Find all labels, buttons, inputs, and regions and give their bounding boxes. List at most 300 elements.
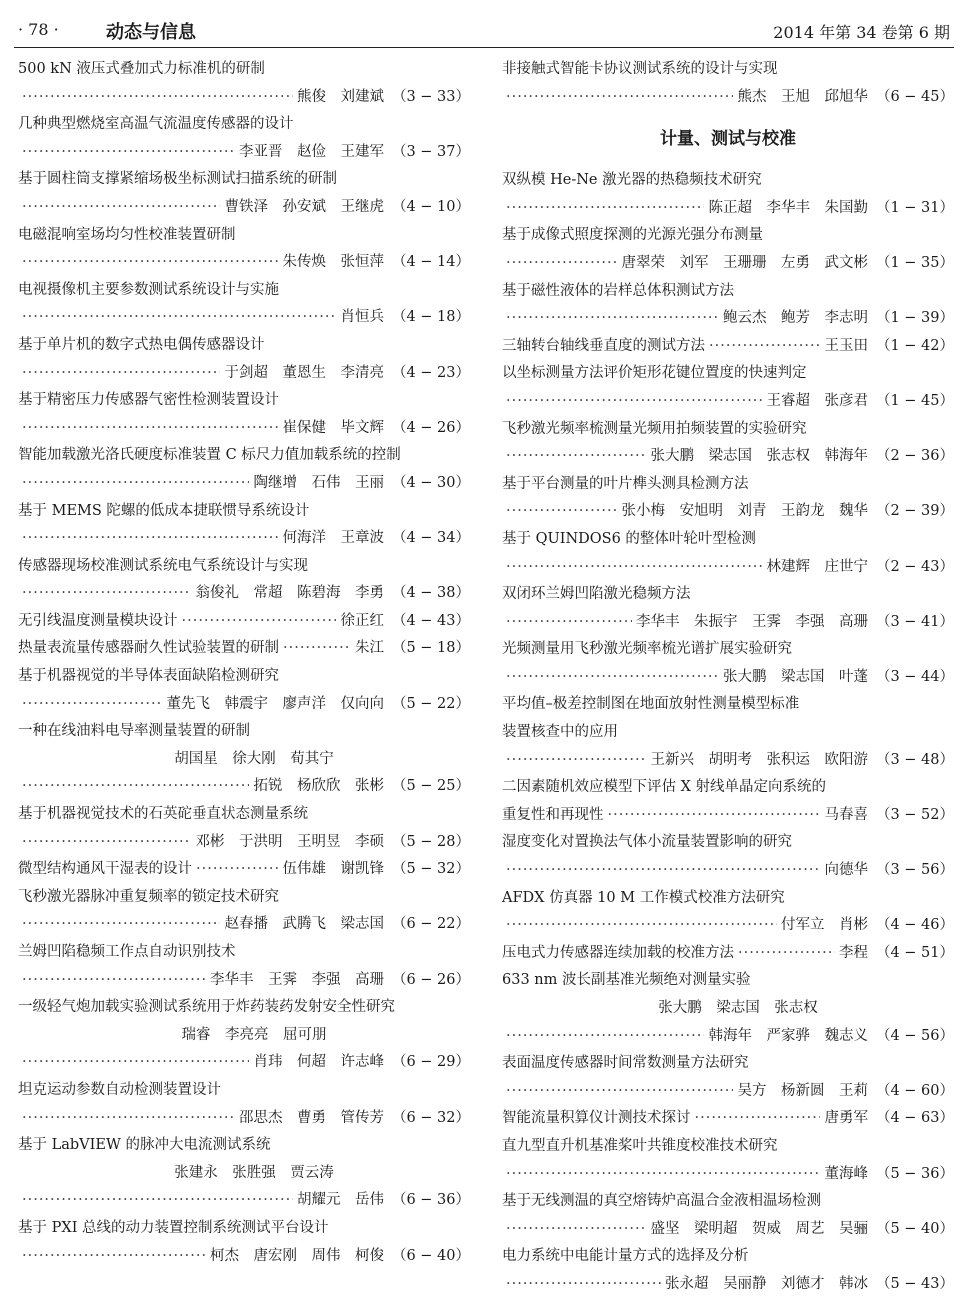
dot-leader: [22, 967, 206, 995]
toc-entry: [18, 111, 470, 166]
dot-leader: [22, 84, 293, 112]
dot-leader: [22, 580, 191, 608]
entry-title: 一级轻气炮加载实验测试系统用于炸药装药发射安全性研究: [18, 999, 395, 1016]
toc-entry: [18, 387, 470, 442]
entry-title: 双闭环兰姆凹陷激光稳频方法: [502, 586, 691, 603]
toc-entry: [502, 360, 954, 415]
entry-line: [18, 470, 470, 498]
entry-title-line: [18, 277, 470, 305]
entry-authors-first: 张建永 张胜强 贾云涛: [174, 1164, 334, 1181]
entry-line: [18, 856, 470, 884]
entry-title-line: [502, 719, 954, 747]
toc-entry: [18, 1077, 470, 1132]
entry-line: [18, 967, 470, 995]
entry-title: 基于机器视觉技术的石英砣垂直状态测量系统: [18, 806, 308, 823]
dot-leader: [182, 608, 337, 636]
entry-title: 平均值–极差控制图在地面放射性测量模型标准: [502, 696, 800, 713]
dot-leader: [22, 304, 336, 332]
dot-leader: [506, 1271, 661, 1299]
dot-leader: [506, 1078, 733, 1106]
dot-leader: [506, 857, 820, 885]
entry-title-line: [502, 581, 954, 609]
entry-line: [502, 1216, 954, 1244]
toc-entry: [502, 1050, 954, 1105]
entry-ref: （6 − 29）: [391, 1054, 470, 1071]
entry-authors: 李华丰 王霁 李强 高珊: [209, 971, 384, 988]
toc-entry: [18, 994, 470, 1077]
entry-line: [502, 857, 954, 885]
dot-leader: [506, 388, 762, 416]
entry-line: [502, 664, 954, 692]
issue-info: 2014 年第 34 卷第 6 期: [773, 23, 950, 42]
entry-ref: （5 − 32）: [391, 861, 470, 878]
entry-title: 表面温度传感器时间常数测量方法研究: [502, 1055, 749, 1072]
toc-entry: [502, 829, 954, 884]
entry-authors: 唐勇军: [824, 1110, 868, 1127]
entry-ref: （6 − 36）: [391, 1192, 470, 1209]
dot-leader: [709, 333, 820, 361]
entry-ref: （2 − 39）: [875, 503, 954, 520]
entry-ref: （5 − 22）: [391, 695, 470, 712]
entry-ref: （2 − 43）: [875, 558, 954, 575]
entry-title: 光频测量用飞秒激光频率梳光谱扩展实验研究: [502, 641, 792, 658]
toc-entry: [18, 498, 470, 553]
dot-leader: [22, 829, 191, 857]
entry-title: 飞秒激光频率梳测量光频用拍频装置的实验研究: [502, 420, 807, 437]
entry-authors: 李程: [838, 944, 868, 961]
dot-leader: [695, 1105, 821, 1133]
entry-ref: （6 − 45）: [875, 88, 954, 105]
entry-ref: （4 − 26）: [391, 419, 470, 436]
entry-line: [502, 554, 954, 582]
entry-authors: 董先飞 韩震宇 廖声洋 仅向向: [166, 695, 384, 712]
entry-authors: 唐翠荣 刘军 王珊珊 左勇 武文彬: [621, 254, 868, 271]
entry-ref: （4 − 23）: [391, 364, 470, 381]
entry-title-line: [18, 332, 470, 360]
toc-entry: [502, 416, 954, 471]
entry-title-line: [18, 111, 470, 139]
entry-authors-first: 张大鹏 梁志国 张志权: [658, 1000, 818, 1016]
toc-entry: [18, 801, 470, 856]
entry-line: [18, 829, 470, 857]
entry-line: [502, 1271, 954, 1299]
entry-title-cont: 装置核查中的应用: [502, 724, 618, 741]
entry-title-line: [502, 774, 954, 802]
dot-leader: [506, 498, 617, 526]
entry-title-line: [502, 1133, 954, 1161]
entry-ref: （6 − 22）: [391, 916, 470, 933]
entry-title: 电视摄像机主要参数测试系统设计与实施: [18, 281, 279, 298]
toc-entry: [18, 635, 470, 663]
toc-entry: [502, 967, 954, 1050]
entry-line: [502, 195, 954, 223]
entry-title: 基于 QUINDOS6 的整体叶轮叶型检测: [502, 530, 756, 547]
entry-ref: （3 − 33）: [391, 88, 470, 105]
entry-line: [18, 580, 470, 608]
entry-title-line: [18, 56, 470, 84]
entry-ref: （4 − 10）: [391, 198, 470, 215]
toc-entry: [18, 1132, 470, 1215]
dot-leader: [22, 360, 220, 388]
entry-authors: 胡耀元 岳伟: [296, 1192, 384, 1209]
entry-authors: 朱江: [354, 640, 384, 657]
entry-authors: 韩海年 严家骅 魏志义: [708, 1027, 868, 1044]
entry-authors-line: [18, 746, 470, 774]
entry-authors: 柯杰 唐宏刚 周伟 柯俊: [209, 1247, 384, 1264]
dot-leader: [22, 1187, 293, 1215]
entry-line: [502, 1078, 954, 1106]
entry-ref: （6 − 40）: [391, 1247, 470, 1264]
entry-authors: 李华丰 朱振宇 王霁 李强 高珊: [635, 613, 868, 630]
entry-title: 兰姆凹陷稳频工作点自动识别技术: [18, 944, 236, 960]
entry-title-line: [502, 1243, 954, 1271]
entry-ref: （4 − 18）: [391, 309, 470, 326]
toc-entry: [502, 278, 954, 333]
entry-title-line: [502, 471, 954, 499]
right-main-list: [502, 167, 954, 1298]
entry-authors-line: [502, 995, 954, 1023]
dot-leader: [22, 911, 220, 939]
entry-title-line: [18, 1215, 470, 1243]
entry-title-cont: 重复性和再现性: [502, 806, 604, 823]
entry-authors: 于剑超 董恩生 李清亮: [224, 364, 384, 381]
dot-leader: [506, 443, 646, 471]
entry-ref: （6 − 26）: [391, 971, 470, 988]
toc-entry: [18, 939, 470, 994]
entry-line: [502, 747, 954, 775]
entry-title-line: [502, 416, 954, 444]
entry-ref: （4 − 46）: [875, 917, 954, 934]
entry-title: 智能加载激光洛氏硬度标准装置 C 标尺力值加载系统的控制: [18, 447, 401, 464]
entry-authors: 张大鹏 梁志国 叶蓬: [722, 668, 868, 685]
entry-authors: 肖玮 何超 许志峰: [253, 1054, 384, 1071]
toc-entry: [502, 940, 954, 968]
entry-authors: 熊杰 王旭 邱旭华: [737, 88, 868, 105]
entry-line: [18, 194, 470, 222]
entry-line: [18, 691, 470, 719]
entry-line: [18, 525, 470, 553]
entry-ref: （3 − 52）: [875, 806, 954, 823]
toc-entry: [18, 166, 470, 221]
entry-title: 500 kN 液压式叠加式力标准机的研制: [18, 61, 265, 77]
entry-ref: （1 − 45）: [875, 392, 954, 409]
entry-title: 基于平台测量的叶片榫头测具检测方法: [502, 475, 749, 492]
entry-authors: 张永超 吴丽静 刘德才 韩冰: [664, 1275, 868, 1292]
dot-leader: [22, 139, 235, 167]
entry-ref: （1 − 42）: [875, 337, 954, 354]
entry-authors: 曹铁泽 孙安斌 王继虎: [224, 198, 384, 215]
entry-line: [18, 139, 470, 167]
dot-leader: [506, 609, 632, 637]
toc-entry: [502, 1243, 954, 1298]
entry-line: [502, 443, 954, 471]
entry-line: [502, 1161, 954, 1189]
entry-ref: （4 − 34）: [391, 530, 470, 547]
entry-title-line: [18, 994, 470, 1022]
entry-line: [18, 304, 470, 332]
entry-authors: 肖恒兵: [340, 309, 384, 326]
entry-title: 几种典型燃烧室高温气流温度传感器的设计: [18, 116, 294, 133]
toc-entry: [502, 581, 954, 636]
entry-authors: 李亚晋 赵俭 王建军: [238, 143, 384, 160]
entry-ref: （5 − 36）: [875, 1165, 954, 1182]
entry-title: 双纵模 He-Ne 激光器的热稳频技术研究: [502, 172, 762, 189]
entry-title-line: [502, 222, 954, 250]
entry-ref: （3 − 56）: [875, 862, 954, 879]
dot-leader: [738, 940, 835, 968]
entry-ref: （2 − 36）: [875, 448, 954, 465]
entry-authors: 伍伟雄 谢凯锋: [282, 861, 384, 878]
entry-authors: 陶继增 石伟 王丽: [253, 474, 384, 491]
toc-entry: [502, 471, 954, 526]
dot-leader: [506, 195, 704, 223]
toc-entry: [502, 885, 954, 940]
toc-entry: [502, 636, 954, 691]
entry-title: 三轴转台轴线垂直度的测试方法: [502, 337, 705, 354]
entry-ref: （4 − 56）: [875, 1027, 954, 1044]
entry-title-line: [18, 1132, 470, 1160]
dot-leader: [22, 691, 162, 719]
entry-title-line: [18, 801, 470, 829]
entry-ref: （1 − 31）: [875, 199, 954, 216]
entry-authors: 吴方 杨新圆 王莉: [737, 1082, 868, 1099]
entry-authors: 赵春播 武腾飞 梁志国: [224, 916, 384, 933]
entry-title-line: [502, 56, 954, 84]
right-top-list: [502, 56, 954, 111]
dot-leader: [506, 1023, 704, 1051]
entry-title-line: [18, 718, 470, 746]
entry-title-line: [502, 967, 954, 995]
toc-entry: [18, 56, 470, 111]
left-column: [18, 56, 470, 1270]
entry-authors: 邓彬 于洪明 王明昱 李硕: [195, 833, 384, 850]
entry-authors: 王新兴 胡明考 张积运 欧阳游: [650, 751, 868, 768]
entry-ref: （4 − 38）: [391, 585, 470, 602]
entry-ref: （1 − 35）: [875, 254, 954, 271]
entry-authors-line: [18, 1022, 470, 1050]
entry-title: 直九型直升机基准桨叶共锥度校准技术研究: [502, 1137, 778, 1154]
entry-authors: 翁俊礼 常超 陈碧海 李勇: [195, 585, 384, 602]
entry-authors: 张大鹏 梁志国 张志权 韩海年: [650, 448, 868, 465]
dot-leader: [506, 664, 719, 692]
entry-line: [18, 1049, 470, 1077]
entry-authors: 王玉田: [824, 337, 868, 354]
entry-authors: 崔保健 毕文辉: [282, 419, 384, 436]
right-column: [502, 56, 954, 1299]
entry-authors-first: 瑞睿 李亮亮 屈可朋: [181, 1026, 327, 1043]
entry-title: 基于磁性液体的岩样总体积测试方法: [502, 282, 734, 299]
entry-title: 坦克运动参数自动检测装置设计: [18, 1081, 221, 1098]
dot-leader: [22, 1243, 206, 1271]
entry-authors: 向德华: [824, 862, 868, 879]
entry-title-line: [502, 691, 954, 719]
entry-ref: （3 − 37）: [391, 143, 470, 160]
dot-leader: [506, 747, 646, 775]
entry-line: [18, 84, 470, 112]
dot-leader: [22, 194, 220, 222]
entry-authors: 邵思杰 曹勇 管传芳: [238, 1109, 384, 1126]
toc-entry: [502, 691, 954, 774]
entry-line: [502, 802, 954, 830]
entry-title-line: [18, 939, 470, 967]
entry-title-line: [18, 553, 470, 581]
entry-title-line: [18, 498, 470, 526]
entry-line: [18, 1243, 470, 1271]
entry-line: [502, 1023, 954, 1051]
entry-title: 以坐标测量方法评价矩形花键位置度的快速判定: [502, 365, 807, 382]
entry-ref: （6 − 32）: [391, 1109, 470, 1126]
entry-authors: 朱传焕 张恒萍: [282, 254, 384, 271]
entry-line: [18, 635, 470, 663]
entry-title-line: [18, 442, 470, 470]
toc-entry: [502, 167, 954, 222]
dot-leader: [506, 554, 762, 582]
entry-ref: （5 − 25）: [391, 778, 470, 795]
entry-ref: （1 − 39）: [875, 310, 954, 327]
section-heading: 计量、测试与校准: [660, 129, 796, 150]
entry-title-line: [502, 1050, 954, 1078]
entry-line: [18, 1105, 470, 1133]
entry-title-line: [18, 1077, 470, 1105]
entry-authors: 盛坚 梁明超 贺威 周艺 吴骊: [650, 1220, 868, 1237]
toc-entry: [18, 553, 470, 608]
entry-line: [18, 249, 470, 277]
dot-leader: [22, 415, 278, 443]
entry-ref: （3 − 44）: [875, 668, 954, 685]
entry-authors: 马春喜: [824, 806, 868, 823]
entry-authors-line: [18, 1160, 470, 1188]
entry-title: 基于圆柱筒支撑紧缩场极坐标测试扫描系统的研制: [18, 171, 337, 188]
toc-entry: [18, 222, 470, 277]
entry-title: 基于成像式照度探测的光源光强分布测量: [502, 227, 763, 244]
dot-leader: [22, 249, 278, 277]
dot-leader: [22, 1049, 249, 1077]
entry-title: 二因素随机效应模型下评估 X 射线单晶定向系统的: [502, 779, 827, 796]
entry-authors: 徐正红: [340, 612, 384, 629]
dot-leader: [506, 1216, 646, 1244]
toc-entry: [18, 442, 470, 497]
dot-leader: [608, 802, 821, 830]
entry-line: [502, 940, 954, 968]
toc-entry: [18, 663, 470, 718]
entry-authors: 付军立 肖彬: [780, 917, 868, 934]
toc-entry: [502, 56, 954, 111]
entry-title: AFDX 仿真器 10 M 工作模式校准方法研究: [502, 889, 785, 906]
dot-leader: [283, 635, 351, 663]
entry-ref: （4 − 51）: [875, 944, 954, 961]
entry-ref: （5 − 43）: [875, 1275, 954, 1292]
entry-title: 基于 MEMS 陀螺的低成本捷联惯导系统设计: [18, 502, 310, 519]
entry-title: 一种在线油料电导率测量装置的研制: [18, 723, 250, 740]
toc-entry: [502, 1105, 954, 1133]
dot-leader: [506, 912, 777, 940]
entry-title: 基于 LabVIEW 的脉冲大电流测试系统: [18, 1137, 271, 1154]
entry-line: [18, 1187, 470, 1215]
entry-ref: （5 − 40）: [875, 1220, 954, 1237]
dot-leader: [506, 84, 733, 112]
entry-title-line: [502, 885, 954, 913]
entry-line: [502, 333, 954, 361]
entry-title: 基于机器视觉的半导体表面缺陷检测研究: [18, 668, 279, 685]
entry-ref: （3 − 48）: [875, 751, 954, 768]
entry-title-line: [18, 884, 470, 912]
entry-line: [18, 360, 470, 388]
toc-entry: [18, 884, 470, 939]
entry-title: 智能流量积算仪计测技术探讨: [502, 1110, 691, 1127]
toc-entry: [18, 856, 470, 884]
entry-authors: 董海峰: [824, 1165, 868, 1182]
entry-title-line: [502, 526, 954, 554]
entry-title: 微型结构通风干湿表的设计: [18, 861, 192, 878]
entry-authors: 张小梅 安旭明 刘青 王韵龙 魏华: [621, 503, 868, 520]
toc-entry: [502, 774, 954, 829]
entry-title: 基于无线测温的真空熔铸炉高温合金液相温场检测: [502, 1193, 821, 1210]
entry-title: 湿度变化对置换法气体小流量装置影响的研究: [502, 834, 792, 851]
entry-title: 电磁混响室场均匀性校准装置研制: [18, 226, 236, 243]
entry-title: 基于单片机的数字式热电偶传感器设计: [18, 336, 265, 353]
dot-leader: [22, 1105, 235, 1133]
entry-authors: 熊俊 刘建斌: [296, 88, 384, 105]
page-number: · 78 ·: [18, 20, 59, 39]
entry-line: [18, 415, 470, 443]
entry-title: 基于 PXI 总线的动力装置控制系统测试平台设计: [18, 1219, 329, 1236]
entry-title: 传感器现场校准测试系统电气系统设计与实现: [18, 557, 308, 574]
entry-line: [18, 911, 470, 939]
entry-ref: （4 − 63）: [875, 1110, 954, 1127]
entry-title-line: [18, 663, 470, 691]
toc-entry: [18, 277, 470, 332]
entry-authors: 鲍云杰 鲍芳 李志明: [722, 310, 868, 327]
page-header: [0, 0, 968, 48]
entry-ref: （4 − 60）: [875, 1082, 954, 1099]
toc-entry: [502, 1133, 954, 1188]
toc-entry: [502, 333, 954, 361]
entry-title: 飞秒激光器脉冲重复频率的锁定技术研究: [18, 888, 279, 905]
entry-title-line: [18, 222, 470, 250]
toc-entry: [18, 332, 470, 387]
dot-leader: [506, 250, 617, 278]
entry-authors: 林建辉 庄世宁: [766, 558, 868, 575]
entry-line: [502, 388, 954, 416]
dot-leader: [506, 1161, 820, 1189]
entry-ref: （5 − 18）: [391, 640, 470, 657]
entry-title-line: [502, 1188, 954, 1216]
header-rule: [14, 47, 954, 48]
entry-authors-first: 胡国星 徐大刚 荀其宁: [174, 750, 334, 767]
column-section-name: 动态与信息: [106, 22, 196, 43]
entry-line: [18, 773, 470, 801]
entry-title-line: [502, 278, 954, 306]
entry-title-line: [502, 829, 954, 857]
dot-leader: [506, 305, 719, 333]
entry-title: 非接触式智能卡协议测试系统的设计与实现: [502, 61, 778, 77]
entry-title: 电力系统中电能计量方式的选择及分析: [502, 1248, 749, 1265]
entry-ref: （4 − 30）: [391, 474, 470, 491]
entry-authors: 王睿超 张彦君: [766, 392, 868, 409]
entry-line: [502, 912, 954, 940]
entry-title-line: [502, 167, 954, 195]
entry-title: 基于精密压力传感器气密性检测装置设计: [18, 392, 279, 409]
entry-title-line: [502, 360, 954, 388]
entry-line: [18, 608, 470, 636]
entry-line: [502, 1105, 954, 1133]
toc-entry: [18, 718, 470, 801]
toc-entry: [18, 608, 470, 636]
toc-entry: [502, 222, 954, 277]
toc-entry: [502, 526, 954, 581]
entry-line: [502, 305, 954, 333]
entry-authors: 拓锐 杨欣欣 张彬: [253, 778, 384, 795]
